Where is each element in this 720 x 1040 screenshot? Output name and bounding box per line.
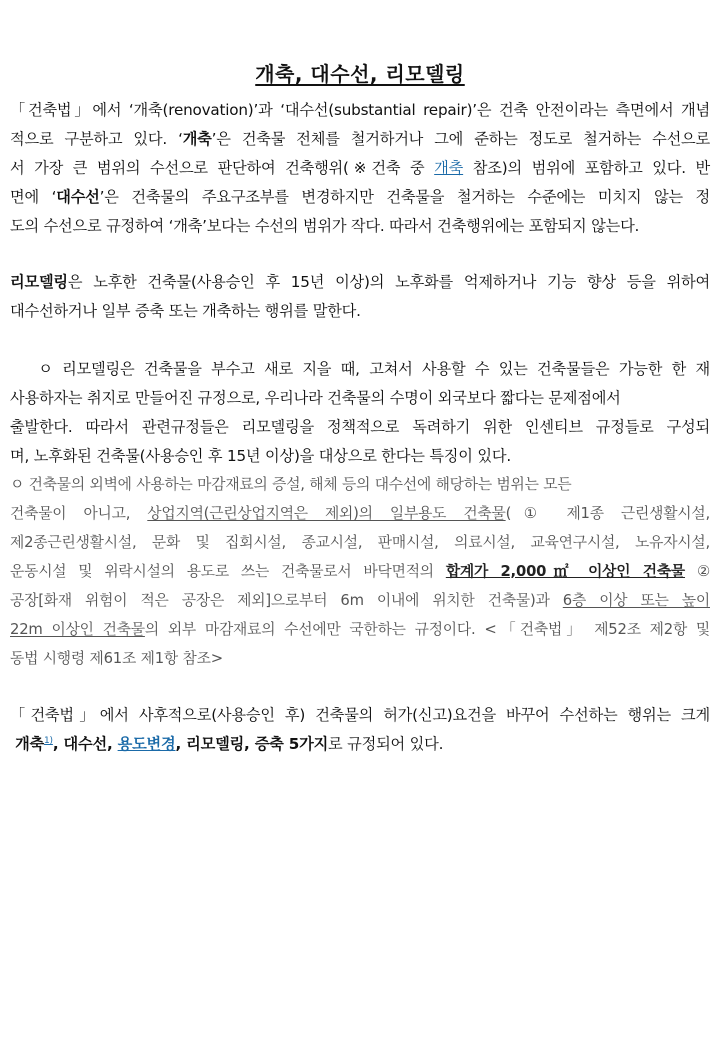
paragraph-remodeling-definition <box>10 268 710 326</box>
text-run: ② <box>685 563 711 580</box>
text-line: ㅇ 리모델링은 건축물을 부수고 새로 지을 때, 고쳐서 사용할 수 있는 건축물들은 가능한 한 재 <box>10 360 710 378</box>
text-run: (① 제1종 근린생활시설, <box>505 505 710 522</box>
text-line: 「건축법」에서 ‘개축(renovation)’과 ‘대수선(substantial repair)’은 건축 안전이라는 측면에서 개념 <box>10 101 710 119</box>
text-line <box>10 154 710 183</box>
text-run: 공장[화재 위험이 적은 공장은 제외]으로부터 6m 이내에 위치한 건축물)과 <box>10 592 563 609</box>
paragraph-summary <box>10 701 710 759</box>
text-run: 서 가장 큰 범위의 수선으로 판단하여 건축행위(※건축 중 <box>10 159 435 177</box>
text-line: 동법 시행령 제61조 제1항 참조> <box>10 650 223 667</box>
text-run: 참조)의 범위에 포함하고 있다. 반 <box>463 159 711 177</box>
text-run: 로 규정되어 있다. <box>328 735 444 753</box>
bold-underlined-text: 합계가 2,000㎡ 이상인 건축물 <box>445 563 686 580</box>
text-line <box>10 615 710 644</box>
text-run: 운동시설 및 위락시설의 용도로 쓰는 건축물로서 바닥면적의 <box>10 563 446 580</box>
text-run: 적으로 구분하고 있다. ‘ <box>10 130 183 148</box>
bold-term: 대수선 <box>56 188 100 206</box>
text-line: 사용하자는 취지로 만들어진 규정으로, 우리나라 건축물의 수명이 외국보다 짧다는 문제점에서 <box>10 389 621 407</box>
text-line: ㅇ 건축물의 외벽에 사용하는 마감재료의 증설, 해체 등의 대수선에 해당하는 범위는 모든 <box>10 476 572 493</box>
text-run: 은 노후한 건축물(사용승인 후 15년 이상)의 노후화를 억제하거나 기능 향상 등을 위하여 <box>67 273 710 291</box>
paragraph-renovation-definition <box>10 96 710 241</box>
text-line <box>10 499 710 528</box>
text-line: 며, 노후화된 건축물(사용승인 후 15년 이상)을 대상으로 한다는 특징이 있다. <box>10 447 511 465</box>
paragraph-remodeling-purpose <box>10 355 710 471</box>
bold-term: 개축 <box>10 735 45 753</box>
underlined-text: 상업지역(근린상업지역은 제외)의 일부용도 건축물 <box>147 505 506 522</box>
text-line: 대수선하거나 일부 증축 또는 개축하는 행위를 말한다. <box>10 302 361 320</box>
text-line: 제2종근린생활시설, 문화 및 집회시설, 종교시설, 판매시설, 의료시설, 교육연구시설, 노유자시설, <box>10 534 710 551</box>
text-line: 도의 수선으로 규정하여 ‘개축’보다는 수선의 범위가 작다. 따라서 건축행위에는 포함되지 않는다. <box>10 217 640 235</box>
text-line <box>10 730 710 759</box>
paragraph-exterior-finish-note <box>10 470 710 673</box>
bold-term: 리모델링 <box>10 273 68 291</box>
text-line <box>10 125 710 154</box>
bold-term: , 대수선, <box>52 735 118 753</box>
text-line <box>10 557 710 586</box>
page-title <box>0 58 720 87</box>
text-run: ’은 건축물 전체를 철거하거나 그에 준하는 정도로 철거하는 수선으로 <box>211 130 710 148</box>
link-renovation[interactable]: 개축 <box>434 159 464 177</box>
underlined-text: 6층 이상 또는 높이 <box>562 592 710 609</box>
text-run: 면에 ‘ <box>10 188 57 206</box>
text-line <box>10 586 710 615</box>
bold-term: 개축 <box>182 130 212 148</box>
text-line: 「건축법」에서 사후적으로(사용승인 후) 건축물의 허가(신고)요건을 바꾸어 수선하는 행위는 크게 <box>10 706 710 724</box>
text-line <box>10 183 710 212</box>
text-run: 의 외부 마감재료의 수선에만 국한하는 규정이다. <「건축법」 제52조 제2항 및 <box>144 621 710 638</box>
text-line: 출발한다. 따라서 관련규정들은 리모델링을 정책적으로 독려하기 위한 인센티브 규정들로 구성되 <box>10 418 710 436</box>
footnote-link[interactable]: 1) <box>44 735 53 746</box>
text-run: 건축물이 아니고, <box>10 505 148 522</box>
text-run: ’은 건축물의 주요구조부를 변경하지만 건축물을 철거하는 수준에는 미치지 않는 정 <box>99 188 711 206</box>
bold-term: , 리모델링, 증축 5가지 <box>175 735 329 753</box>
page-title-text: 개축, 대수선, 리모델링 <box>255 62 465 86</box>
text-line <box>10 268 710 297</box>
underlined-text: 22m 이상인 건축물 <box>10 621 145 638</box>
link-use-change[interactable]: 용도변경 <box>117 735 176 753</box>
